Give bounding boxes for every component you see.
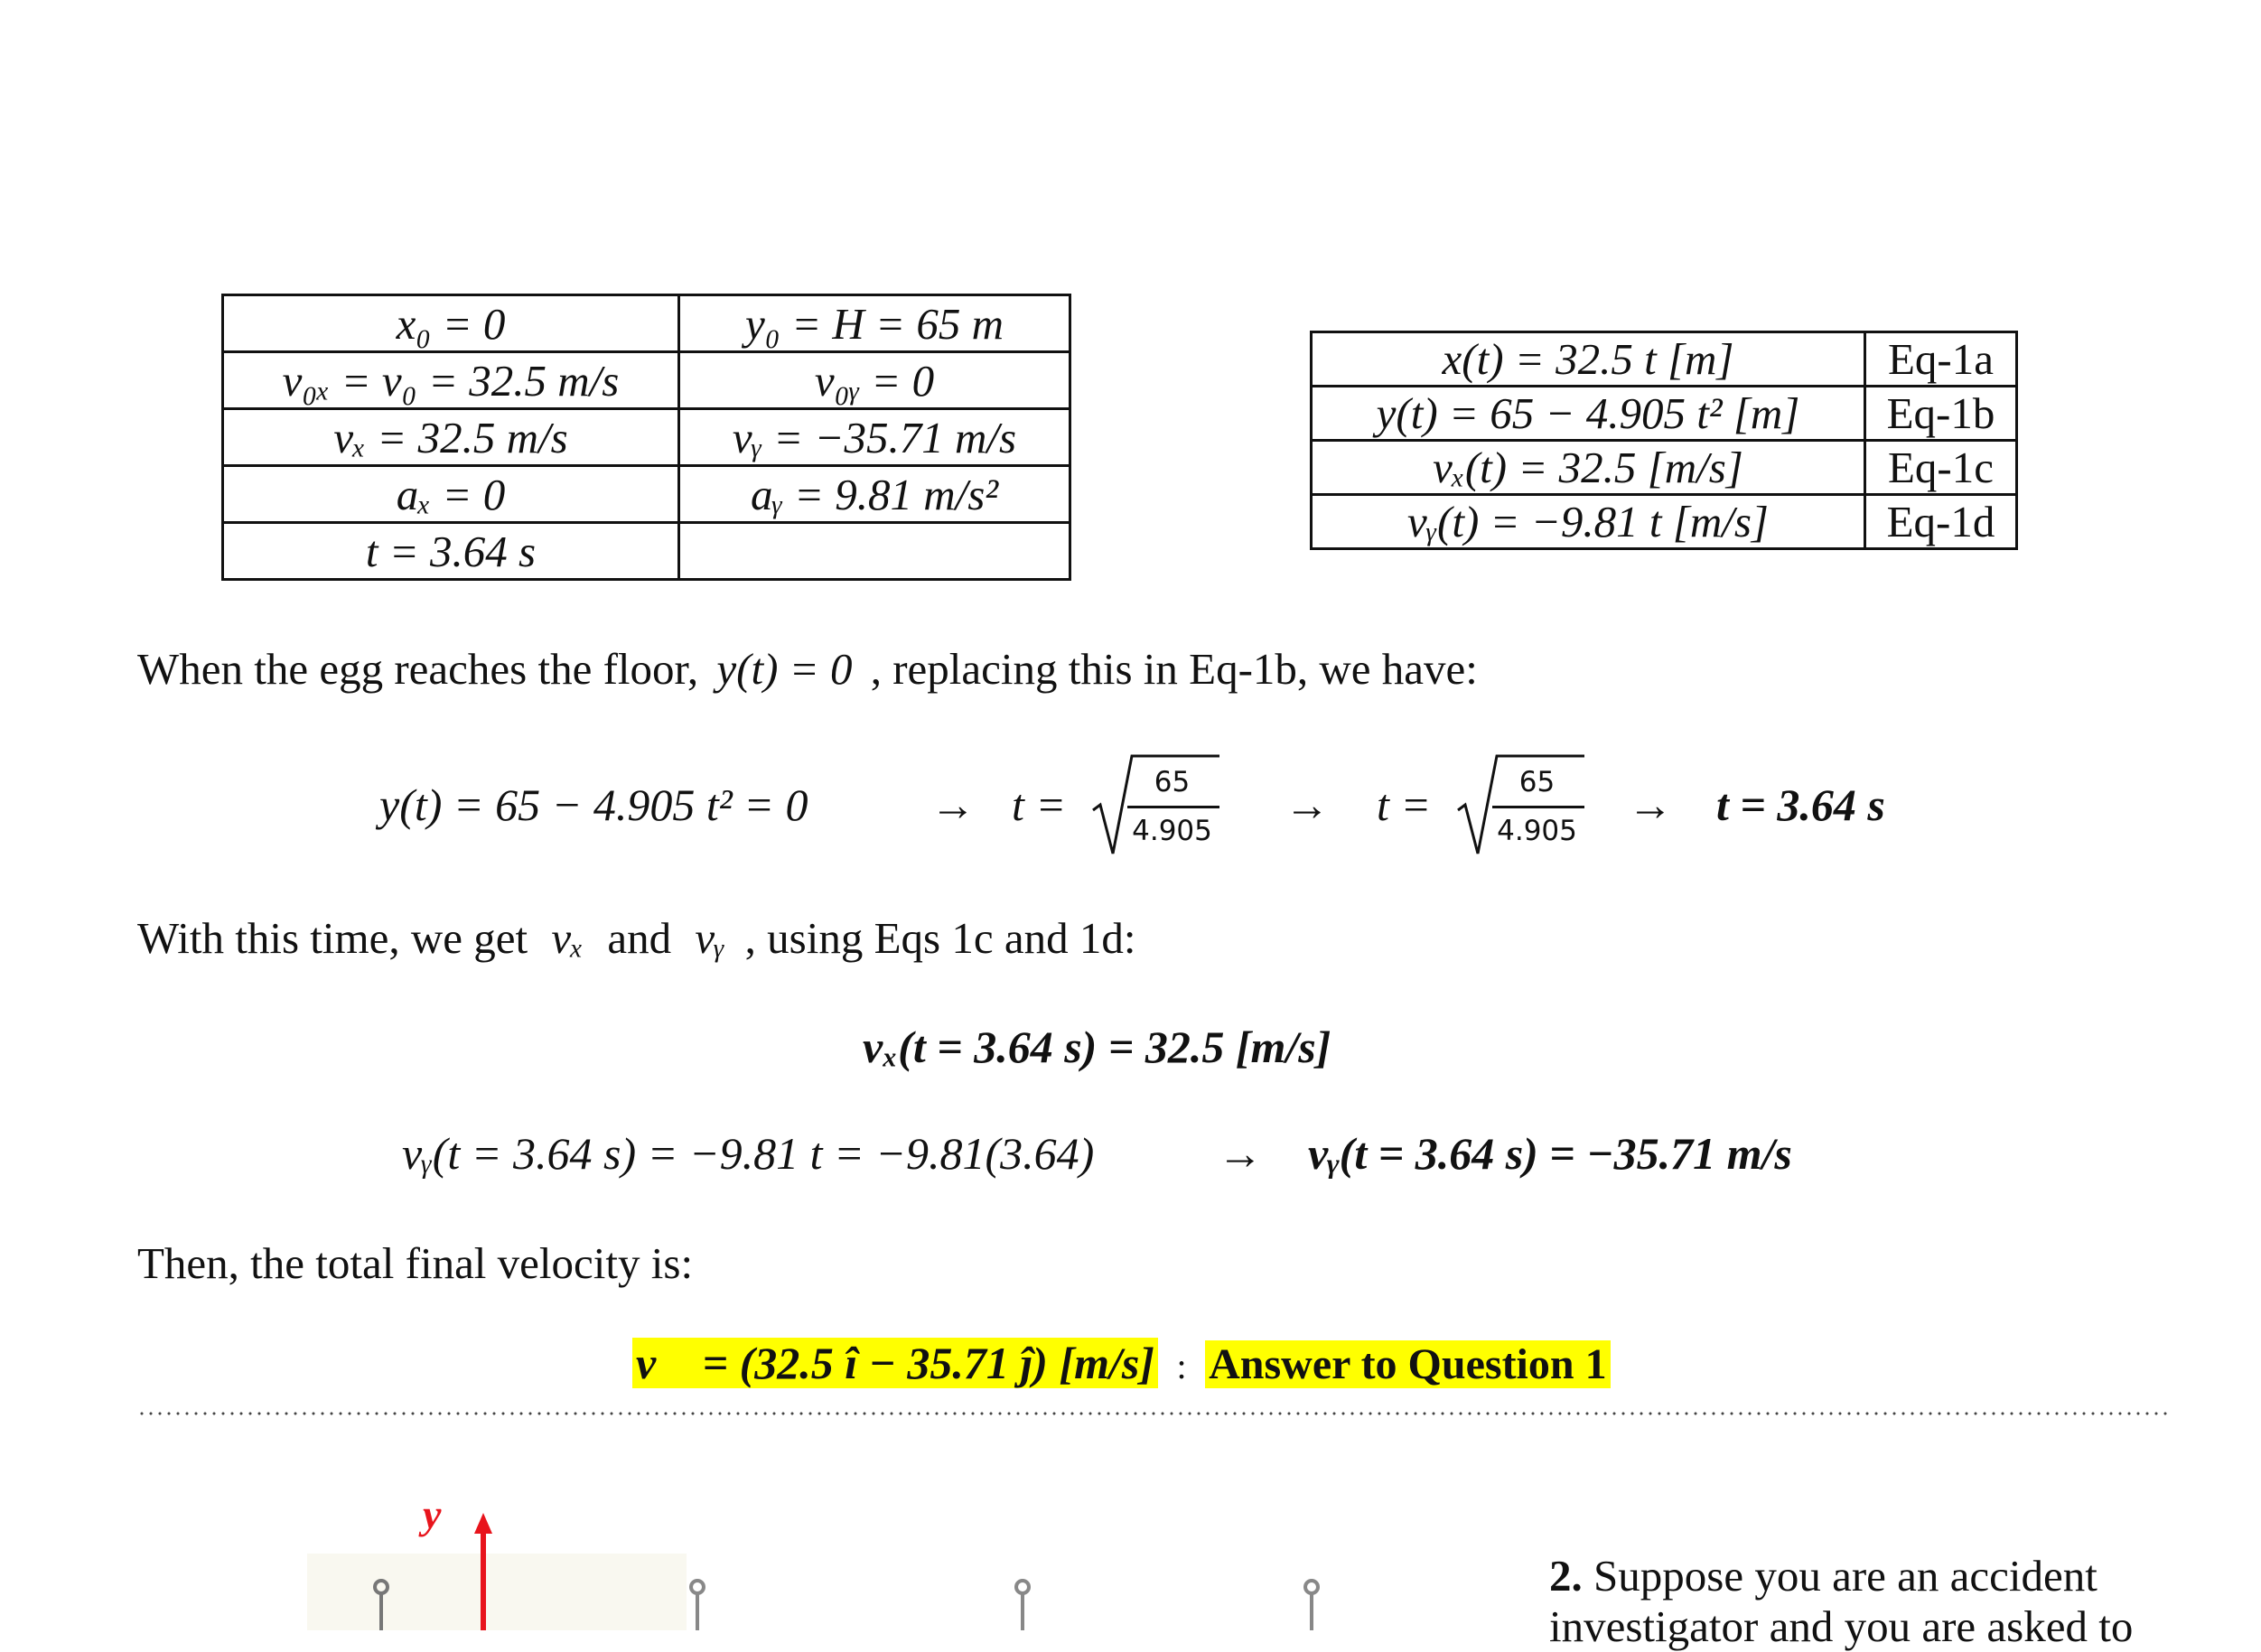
table-cell (679, 523, 1070, 580)
y-axis-arrow (470, 1490, 497, 1630)
answer-vector: v⃗ = (32.5 î − 35.71 ĵ) [m/s] (632, 1338, 1158, 1388)
paragraph-floor (137, 643, 1478, 695)
equation-cell: vᵧ(t) = −9.81 t [m/s] (1312, 495, 1865, 549)
pole-icon (687, 1576, 708, 1630)
inline-math: y(t) = 0 (716, 644, 853, 694)
paragraph-text: , using Eqs 1c and 1d: (744, 913, 1136, 963)
table-cell: aᵧ = 9.81 m/s² (679, 466, 1070, 523)
table-cell: t = 3.64 s (223, 523, 679, 580)
figure-partial (307, 1490, 1391, 1630)
question-text: Suppose you are an accident (1593, 1551, 2097, 1601)
pole-icon (370, 1576, 392, 1630)
fraction-denominator: 4.905 (1132, 815, 1212, 847)
question-2-line-1 (1549, 1550, 2097, 1601)
pole-icon (1012, 1576, 1033, 1630)
arrow: → (1218, 1128, 1263, 1179)
fraction-bar (1492, 806, 1584, 808)
inline-math-vx: vₓ (551, 913, 584, 963)
table-cell: v₀ᵧ = 0 (679, 352, 1070, 409)
table-row (223, 466, 1070, 523)
equation-vy-calc: vᵧ(t = 3.64 s) = −9.81 t = −9.81(3.64) (402, 1128, 1095, 1179)
equation-label: Eq-1d (1865, 495, 2017, 549)
table-cell: vᵧ = −35.71 m/s (679, 409, 1070, 466)
question-number: 2. (1549, 1551, 1583, 1601)
inline-math-vy: vᵧ (695, 913, 725, 963)
table-row (223, 295, 1070, 352)
answer-line (632, 1337, 1611, 1389)
table-cell: aₓ = 0 (223, 466, 679, 523)
table-row (223, 409, 1070, 466)
question-2-line-2: investigator and you are asked to (1549, 1601, 2134, 1651)
paragraph-text: With this time, we get (137, 913, 528, 963)
table-cell: y₀ = H = 65 m (679, 295, 1070, 352)
equation-label: Eq-1a (1865, 332, 2017, 387)
table-row (1312, 495, 2017, 549)
fraction-bar (1127, 806, 1219, 808)
t-equals: t = (1377, 779, 1432, 830)
table-row (223, 523, 1070, 580)
arrow: → (1628, 779, 1673, 830)
equation-label: Eq-1b (1865, 387, 2017, 441)
fraction-numerator: 65 (1518, 766, 1556, 798)
answer-label: Answer to Question 1 (1205, 1340, 1610, 1388)
equation-cell: y(t) = 65 − 4.905 t² [m] (1312, 387, 1865, 441)
table-cell: x₀ = 0 (223, 295, 679, 352)
equation-label: Eq-1c (1865, 441, 2017, 495)
paragraph-text: , replacing this in Eq-1b, we have: (870, 644, 1478, 694)
table-row (223, 352, 1070, 409)
t-equals: t = (1012, 779, 1067, 830)
paragraph-velocity (137, 912, 1135, 964)
figure-background (307, 1554, 687, 1630)
table-row (1312, 332, 2017, 387)
equation-cell: x(t) = 32.5 t [m] (1312, 332, 1865, 387)
table-row (1312, 441, 2017, 495)
paragraph-text: and (607, 913, 672, 963)
equation-cell: vₓ(t) = 32.5 [m/s] (1312, 441, 1865, 495)
equation-vy-result: vᵧ(t = 3.64 s) = −35.71 m/s (1308, 1128, 1792, 1179)
equations-table (1310, 331, 2018, 550)
table-cell: vₓ = 32.5 m/s (223, 409, 679, 466)
arrow: → (1285, 779, 1330, 830)
time-result: t = 3.64 s (1716, 779, 1885, 830)
table-row (1312, 387, 2017, 441)
table-cell: v₀ₓ = v₀ = 32.5 m/s (223, 352, 679, 409)
equation-vx-result: vₓ(t = 3.64 s) = 32.5 [m/s] (863, 1022, 1331, 1072)
pole-icon (1301, 1576, 1322, 1630)
paragraph-text: When the egg reaches the floor, (137, 644, 699, 694)
equation-y-zero: y(t) = 65 − 4.905 t² = 0 (379, 779, 808, 830)
fraction-numerator: 65 (1154, 766, 1191, 798)
arrow: → (930, 779, 976, 830)
fraction-denominator: 4.905 (1497, 815, 1577, 847)
dotted-separator (137, 1411, 2170, 1416)
y-axis-label: y (423, 1491, 442, 1537)
paragraph-total: Then, the total final velocity is: (137, 1238, 694, 1288)
answer-separator: : (1176, 1346, 1187, 1386)
known-values-table (221, 294, 1071, 581)
